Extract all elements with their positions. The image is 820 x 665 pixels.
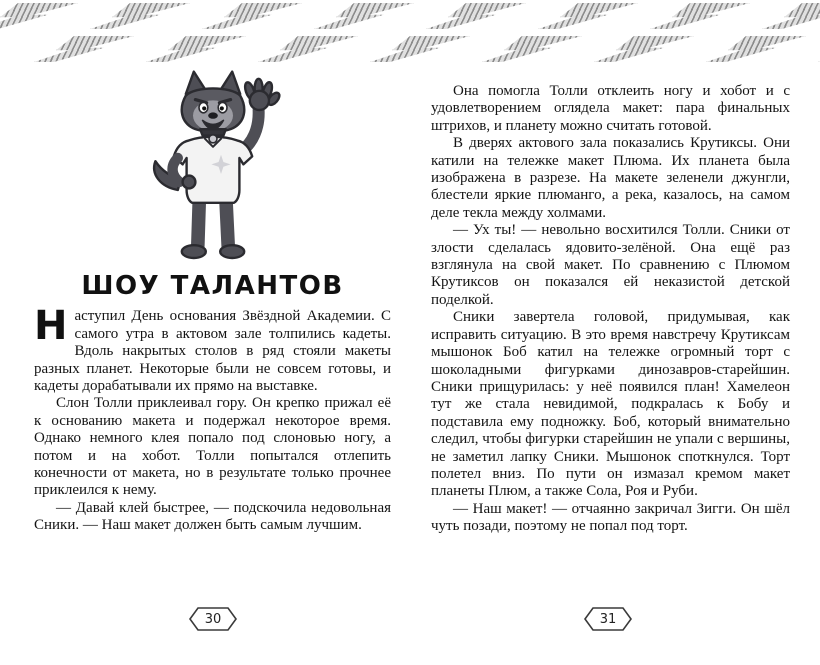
zigzag-bolt-icon [370,36,470,62]
zigzag-bolt-icon [202,3,302,29]
paragraph-text: аступил День основания Звёздной Академии. С самого утра в актовом зале толпились кадеты. Вдоль накрытых столов в ряд стояли макеты разных планет. Некоторые были не совсем готовы, и кадеты дорабатывали их прямо на выставке. [34,308,391,395]
zigzag-bolt-icon [0,3,78,29]
right-page [431,66,790,536]
paragraph: — Наш макет! — отчаянно закричал Зигги. Он шёл чуть позади, поэтому не попал под торт. [431,500,790,535]
paragraph: — Давай клей быстрее, — подскочила недовольная Сники. — Наш макет должен быть самым лучшим. [34,499,391,534]
zigzag-bolt-icon [538,3,638,29]
paragraph: — Ух ты! — невольно восхитился Толли. Сники от злости сделалась ядовито-зелёной. Она ещё раз взглянула на свой макет. По сравнению с Плюмом Крутиксов он показался ей неказистой детской поделкой. [431,222,790,308]
left-page [34,66,391,535]
zigzag-bolt-icon [34,36,134,62]
page-number: 31 [599,611,617,627]
dog-mascot-illustration [34,70,391,272]
dog-mascot-icon [125,70,301,270]
zigzag-bolt-icon [426,3,526,29]
zigzag-bolt-icon [146,36,246,62]
zigzag-bolt-icon [314,3,414,29]
paragraph [34,303,391,395]
zigzag-bolt-icon [650,3,750,29]
decorative-zigzag-border [0,0,820,66]
zigzag-bolt-icon [258,36,358,62]
zigzag-bolt-icon [706,36,806,62]
page-number-badge-right [584,606,632,632]
zigzag-bolt-icon [594,36,694,62]
paragraph: Сники завертела головой, придумывая, как исправить ситуацию. В это время навстречу Крутиксам мышонок Боб катил на тележке огромный торт с шоколадными фигурками динозавров-старейшин. Сники прищурилась: у неё появился план! Хамелеон тут же стала невидимой, подкралась к Бобу и подставила ему подножку. Боб, который внимательно следил, чтобы фигурки старейшин не упали с вершины, не заметил лапку Сники. Мышонок споткнулся. Торт полетел вниз. По пути он измазал кремом макет планеты Плюм, а также Сола, Роя и Руби. [431,309,790,500]
zigzag-bolt-icon [482,36,582,62]
paragraph: Она помогла Толли отклеить ногу и хобот и с удовлетворением оглядела макет: пара финальных штрихов, и планету можно считать готовой. [431,83,790,134]
paragraph: В дверях актового зала показались Крутиксы. Они катили на тележке макет Плюма. Их планета была изображена в разрезе. На макете зеленели джунгли, блестели яркие плюманго, а река, казалось, на самом деле текла между холмами. [431,135,790,221]
zigzag-bolt-icon [762,3,820,29]
drop-cap: Н [34,303,68,350]
zigzag-bolt-icon [90,3,190,29]
paragraph: Слон Толли приклеивал гору. Он крепко прижал её к основанию макета и подержал некоторое время. Однако немного клея попало под слоновью ногу, а потом и на хобот. Толли попытался отлепить конечности от макета, но в результате только прочнее приклеился к нему. [34,395,391,499]
page-number-badge-left [189,606,237,632]
chapter-title: ШОУ ТАЛАНТОВ [81,271,344,301]
page-number: 30 [204,611,222,627]
